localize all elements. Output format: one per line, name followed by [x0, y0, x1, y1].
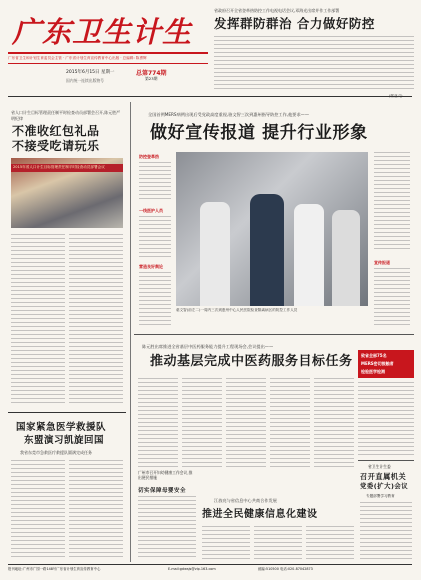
- emergency-body-a: [11, 460, 65, 558]
- lead-sidebar-label-4: 宣传报道: [374, 260, 390, 265]
- emergency-headline-1: 国家紧急医学救援队: [16, 422, 107, 433]
- masthead-underline-2: [8, 63, 208, 64]
- left-story-kicker: 省人口计生目标管理责任制平时检查动员部署会召开,陈元胜严明纪律: [11, 110, 121, 121]
- left-story-headline-1: 不准收红包礼品: [12, 124, 100, 138]
- emergency-story: [8, 412, 126, 562]
- lead-story: [134, 104, 414, 332]
- top-story-body: [214, 36, 414, 92]
- masthead-subtitle: 广东省卫生和计划生育委员会主管 · 广东省计划生育宣传教育中心出版 · 总编辑: 陈勇辉: [8, 56, 147, 60]
- emergency-divider: [8, 412, 126, 413]
- ad-line-1: 致省全部75名: [361, 353, 387, 358]
- left-story-body-b: [69, 234, 123, 404]
- top-story: [214, 8, 414, 100]
- tcm-body-e: [314, 378, 354, 468]
- health-info-body-a: [202, 526, 250, 560]
- photo-figure-2: [250, 194, 284, 306]
- footer-left: 报刊地址:广州市广园一路148号广东省计划生育宣传教育中心: [8, 567, 101, 571]
- right-bottom-story: [358, 460, 414, 562]
- issue-number: 总第774期: [136, 70, 167, 77]
- photo-figure-1: [200, 202, 230, 306]
- tcm-body-b: [182, 378, 222, 468]
- top-story-kicker: 省政府召开全省登革热防控工作电视电话会议,邓海光出席并作工作部署: [214, 8, 340, 13]
- lead-sidebar-label-1: 防控登革热: [139, 154, 159, 159]
- emergency-sub: 我省东莞市急救医疗救援队圆满完成任务: [20, 450, 92, 455]
- ad-line-2: MERS密切接触者: [361, 361, 394, 366]
- left-story-photo-caption: 2015年省人口计生目标管理责任制平时检查动员部署会议: [13, 165, 105, 169]
- small-story-2: [136, 482, 198, 562]
- lead-sidebar-body-3: [139, 272, 171, 328]
- health-info-headline: 推进全民健康信息化建设: [202, 509, 318, 520]
- tcm-body-d: [270, 378, 310, 468]
- right-bottom-body: [360, 502, 412, 560]
- emergency-headline-2: 东盟演习凯旋回国: [24, 435, 105, 446]
- health-info-body-c: [306, 526, 354, 560]
- cn-code: 国内统一连续出版物号: [66, 78, 104, 83]
- left-story-photo: [11, 158, 123, 228]
- lead-sidebar-body-4: [374, 268, 410, 328]
- masthead-title: 广东卫生计生: [12, 15, 193, 49]
- footer: [8, 564, 412, 576]
- left-story-headline-2: 不接受吃请玩乐: [12, 139, 100, 153]
- top-story-headline: 发挥群防群治 合力做好防控: [214, 16, 375, 31]
- tcm-headline: 推动基层完成中医药服务目标任务: [150, 354, 353, 369]
- left-story: [8, 110, 126, 410]
- small-story-1-title: 广州市召开妇幼健康工作会议,推出便民措施: [138, 470, 193, 480]
- right-bottom-headline-1: 召开直属机关: [360, 472, 407, 481]
- lead-story-photo: [176, 152, 368, 306]
- header-divider: [8, 96, 412, 97]
- lead-story-headline: 做好宣传报道 提升行业形象: [150, 123, 368, 143]
- right-bottom-divider: [358, 460, 414, 461]
- footer-middle: E-mail:gdwsjs@vip.163.com: [168, 567, 216, 571]
- footer-right: 邮编:510500 电话:020-87042873: [258, 567, 313, 571]
- masthead: [8, 10, 208, 72]
- health-info-kicker: 江放亮与省信息中心共商合作发展: [214, 498, 277, 503]
- health-info-story: [200, 500, 356, 562]
- tcm-divider: [134, 334, 414, 335]
- right-bottom-sub: 专题部署学习教育: [366, 494, 395, 498]
- small-story-2-title: 切实保障母婴安全: [138, 488, 187, 494]
- lead-sidebar-body-1: [139, 162, 171, 202]
- left-story-body-a: [11, 234, 65, 404]
- tcm-kicker: 陈元胜出席推进全省基层中医药服务能力提升工程现场会,会议提出——: [142, 344, 274, 349]
- issue-date: 2015年6月15日 星期一: [66, 70, 115, 75]
- photo-figure-3: [294, 204, 324, 306]
- ad-line-3: 检验医学检测: [361, 369, 385, 374]
- health-info-body-b: [254, 526, 302, 560]
- footer-rule: [8, 564, 412, 565]
- right-bottom-label: 省卫生计生委: [368, 464, 391, 469]
- lead-sidebar-body-2: [139, 216, 171, 260]
- tcm-body-a: [138, 378, 178, 468]
- issue-sub: 第23期: [145, 76, 158, 81]
- lead-story-kicker: 全国首例MERS病例出现后受党政高度重视,骆文智三次到惠州指导防控工作,他要求——: [148, 112, 310, 117]
- lead-sidebar-body-5: [374, 152, 410, 252]
- small-story-2-body: [138, 496, 196, 560]
- right-bottom-headline-2: 党委(扩大)会议: [360, 482, 409, 490]
- tcm-body-c: [226, 378, 266, 468]
- column-divider: [130, 102, 131, 562]
- photo-figure-4: [332, 210, 360, 306]
- lead-sidebar-label-3: 营造良好舆论: [139, 264, 163, 269]
- right-col-body: [358, 382, 414, 458]
- emergency-body-b: [69, 460, 123, 558]
- lead-sidebar-label-2: 一线医护人员: [139, 208, 163, 213]
- lead-story-photo-caption: 骆文智(前左二)一周内三次到惠州中心人民医院检查隔离病区的防控工作人员: [176, 308, 298, 312]
- ad-box: [358, 350, 414, 378]
- masthead-underline: [8, 52, 208, 54]
